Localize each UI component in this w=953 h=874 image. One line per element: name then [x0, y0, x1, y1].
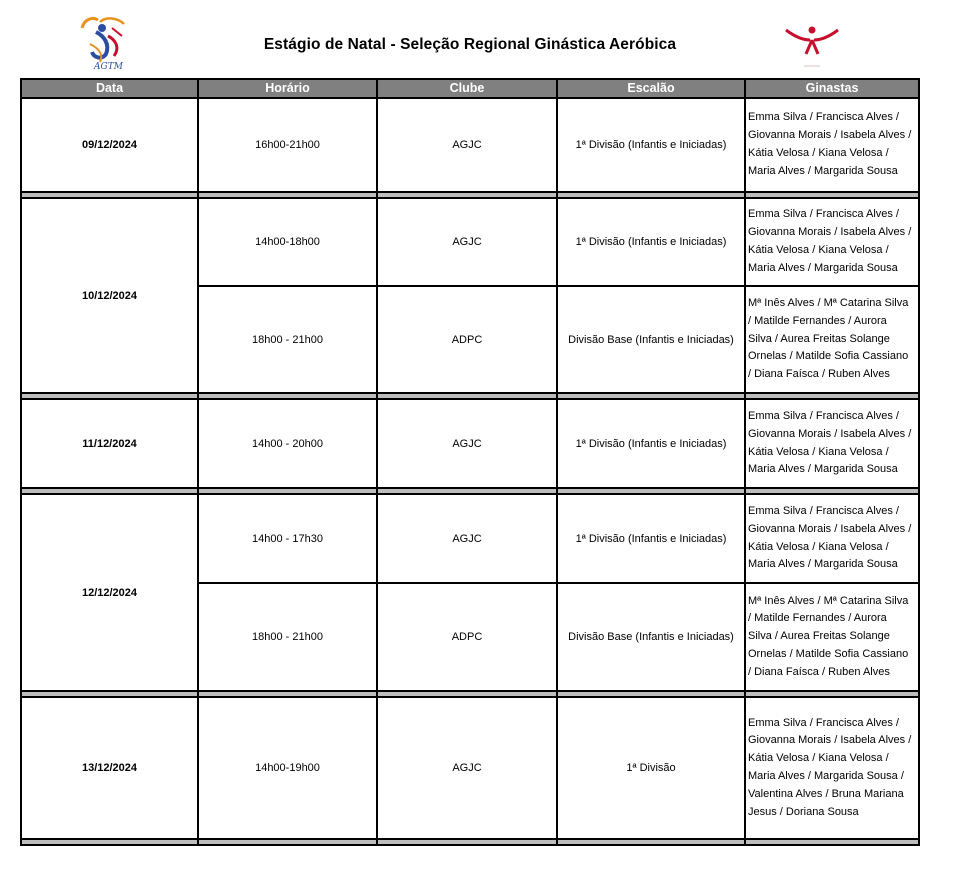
schedule-table [20, 78, 920, 846]
gymnasts-line: Giovanna Morais / Isabela Alves / [748, 522, 912, 535]
gymnasts-line: Giovanna Morais / Isabela Alves / [748, 226, 912, 239]
date-cell: 09/12/2024 [21, 98, 198, 192]
column-header-ginastas: Ginastas [745, 79, 919, 98]
gymnasts-line: / Matilde Fernandes / Aurora [748, 314, 887, 327]
gymnasts-line: Maria Alves / Margarida Sousa [748, 164, 898, 177]
federation-logo [782, 20, 842, 74]
club-cell: AGJC [377, 198, 557, 286]
table-row [21, 494, 919, 583]
club-cell: AGJC [377, 399, 557, 488]
column-header-horario: Horário [198, 79, 377, 98]
level-cell: 1ª Divisão (Infantis e Iniciadas) [557, 399, 745, 488]
gymnasts-line: Emma Silva / Francisca Alves / [748, 409, 899, 422]
gymnasts-line: Jesus / Doriana Sousa [748, 805, 859, 818]
gymnasts-line: Kátia Velosa / Kiana Velosa / [748, 752, 889, 765]
page-title: Estágio de Natal - Seleção Regional Ginástica Aeróbica [263, 36, 677, 53]
gymnasts-line: Maria Alves / Margarida Sousa [748, 558, 898, 571]
federation-figure-logo-icon [782, 20, 842, 74]
gymnasts-line: Valentina Alves / Bruna Mariana [748, 787, 904, 800]
gymnasts-cell [745, 399, 919, 488]
club-cell: ADPC [377, 286, 557, 393]
gymnasts-line: Emma Silva / Francisca Alves / [748, 716, 899, 729]
table-row [21, 198, 919, 286]
gymnasts-line: Giovanna Morais / Isabela Alves / [748, 734, 912, 747]
separator-row [21, 839, 919, 845]
gymnasts-line: Maria Alves / Margarida Sousa [748, 463, 898, 476]
column-header-escalao: Escalão [557, 79, 745, 98]
level-cell: 1ª Divisão (Infantis e Iniciadas) [557, 198, 745, 286]
level-cell: Divisão Base (Infantis e Iniciadas) [557, 286, 745, 393]
gymnasts-line: Ornelas / Matilde Sofia Cassiano [748, 647, 909, 660]
time-cell: 18h00 - 21h00 [198, 286, 377, 393]
level-cell: 1ª Divisão (Infantis e Iniciadas) [557, 98, 745, 192]
gymnasts-line: Silva / Aurea Freitas Solange [748, 332, 890, 345]
column-header-data: Data [21, 79, 198, 98]
gymnasts-line: Emma Silva / Francisca Alves / [748, 504, 899, 517]
agtm-logo-text: AGTM [94, 62, 123, 72]
gymnasts-line: Kátia Velosa / Kiana Velosa / [748, 540, 889, 553]
column-header-clube: Clube [377, 79, 557, 98]
gymnasts-line: Mª Inês Alves / Mª Catarina Silva [748, 297, 909, 309]
gymnasts-line: Maria Alves / Margarida Sousa [748, 261, 898, 274]
gymnasts-line: Emma Silva / Francisca Alves / [748, 208, 899, 221]
date-cell: 13/12/2024 [21, 697, 198, 839]
gymnasts-cell [745, 198, 919, 286]
gymnasts-cell [745, 286, 919, 393]
date-cell: 10/12/2024 [21, 198, 198, 393]
table-row [21, 98, 919, 192]
gymnasts-line: Ornelas / Matilde Sofia Cassiano [748, 350, 909, 363]
gymnasts-line: / Diana Faísca / Ruben Alves [748, 368, 890, 381]
gymnasts-line: Maria Alves / Margarida Sousa / [748, 770, 904, 782]
table-row [21, 697, 919, 839]
time-cell: 14h00 - 20h00 [198, 399, 377, 488]
gymnasts-cell [745, 494, 919, 583]
date-cell: 12/12/2024 [21, 494, 198, 691]
gymnasts-cell [745, 697, 919, 839]
gymnasts-line: Silva / Aurea Freitas Solange [748, 630, 890, 643]
level-cell: 1ª Divisão [557, 697, 745, 839]
time-cell: 18h00 - 21h00 [198, 583, 377, 691]
club-cell: AGJC [377, 494, 557, 583]
time-cell: 16h00-21h00 [198, 98, 377, 192]
date-cell: 11/12/2024 [21, 399, 198, 488]
gymnasts-line: Emma Silva / Francisca Alves / [748, 111, 899, 124]
time-cell: 14h00-18h00 [198, 198, 377, 286]
table-row [21, 399, 919, 488]
gymnasts-cell [745, 583, 919, 691]
gymnasts-line: Mª Inês Alves / Mª Catarina Silva [748, 594, 909, 607]
time-cell: 14h00 - 17h30 [198, 494, 377, 583]
gymnasts-line: / Matilde Fernandes / Aurora [748, 612, 887, 625]
page-header [0, 0, 953, 78]
gymnasts-cell [745, 98, 919, 192]
gymnasts-line: Giovanna Morais / Isabela Alves / [748, 427, 912, 440]
gymnasts-line: Kátia Velosa / Kiana Velosa / [748, 147, 889, 159]
club-cell: AGJC [377, 98, 557, 192]
club-cell: ADPC [377, 583, 557, 691]
gymnasts-line: Giovanna Morais / Isabela Alves / [748, 129, 912, 142]
table-header-row [21, 79, 919, 98]
gymnasts-line: Kátia Velosa / Kiana Velosa / [748, 445, 889, 458]
gymnasts-line: / Diana Faísca / Ruben Alves [748, 665, 890, 678]
time-cell: 14h00-19h00 [198, 697, 377, 839]
gymnasts-line: Kátia Velosa / Kiana Velosa / [748, 244, 889, 256]
club-cell: AGJC [377, 697, 557, 839]
level-cell: 1ª Divisão (Infantis e Iniciadas) [557, 494, 745, 583]
level-cell: Divisão Base (Infantis e Iniciadas) [557, 583, 745, 691]
